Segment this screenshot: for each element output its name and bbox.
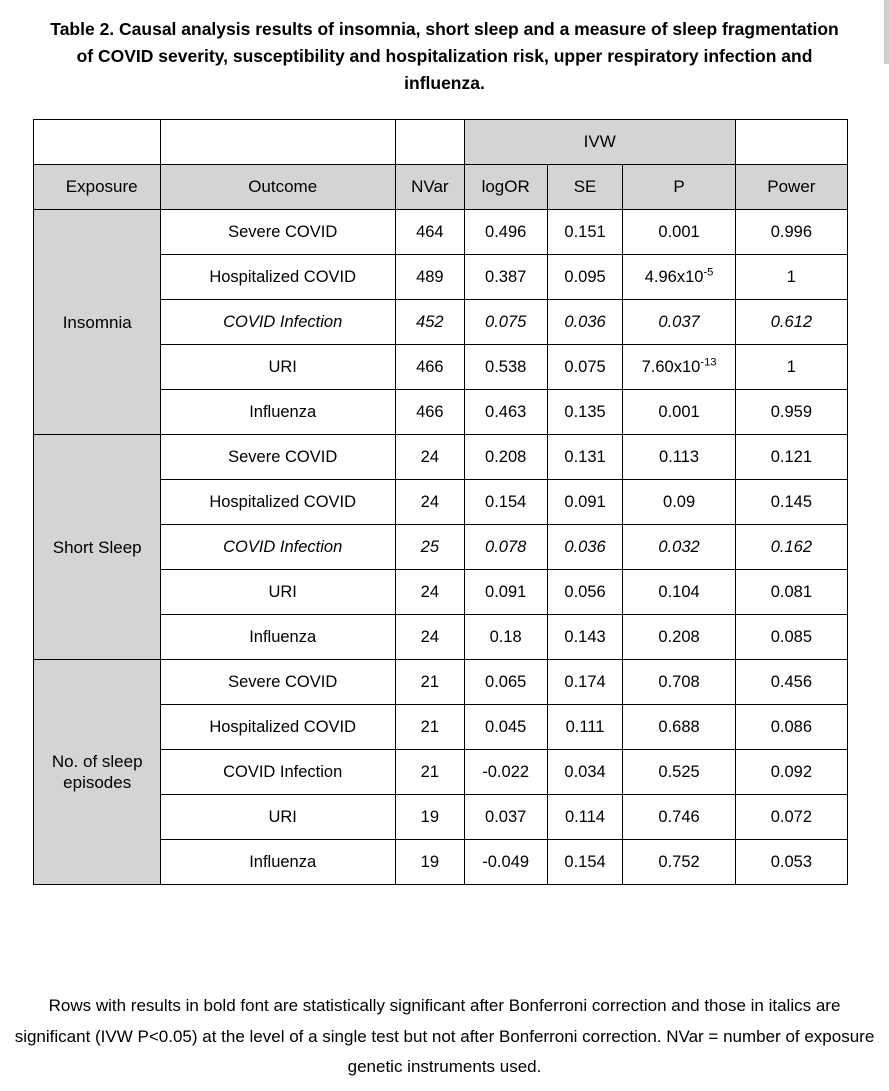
cell-power: 0.996: [735, 210, 847, 255]
cell-outcome: Hospitalized COVID: [161, 255, 396, 300]
cell-p: 0.104: [623, 570, 735, 615]
column-header-exposure: Exposure: [34, 165, 161, 210]
cell-se: 0.034: [547, 750, 623, 795]
column-header-outcome: Outcome: [161, 165, 396, 210]
blank-cell-nvar: [395, 120, 464, 165]
cell-se: 0.075: [547, 345, 623, 390]
blank-cell-exposure: [34, 120, 161, 165]
column-header-power: Power: [735, 165, 847, 210]
cell-power: 1: [735, 255, 847, 300]
cell-p: 0.001: [623, 390, 735, 435]
cell-outcome: Hospitalized COVID: [161, 480, 396, 525]
cell-nvar: 466: [395, 390, 464, 435]
cell-logor: 0.154: [464, 480, 547, 525]
cell-se: 0.151: [547, 210, 623, 255]
cell-outcome: URI: [161, 795, 396, 840]
cell-nvar: 21: [395, 705, 464, 750]
table-header-row-columns: [34, 165, 848, 210]
cell-logor: 0.078: [464, 525, 547, 570]
cell-p: 0.688: [623, 705, 735, 750]
cell-se: 0.111: [547, 705, 623, 750]
cell-se: 0.174: [547, 660, 623, 705]
cell-power: 0.121: [735, 435, 847, 480]
cell-outcome: Severe COVID: [161, 660, 396, 705]
cell-logor: 0.208: [464, 435, 547, 480]
cell-power: 0.085: [735, 615, 847, 660]
blank-cell-power: [735, 120, 847, 165]
exposure-label: Short Sleep: [34, 435, 161, 660]
cell-outcome: COVID Infection: [161, 750, 396, 795]
cell-se: 0.135: [547, 390, 623, 435]
cell-se: 0.095: [547, 255, 623, 300]
cell-se: 0.091: [547, 480, 623, 525]
cell-logor: -0.049: [464, 840, 547, 885]
cell-outcome: Influenza: [161, 615, 396, 660]
table-container: [33, 119, 859, 885]
cell-power: 0.053: [735, 840, 847, 885]
cell-logor: 0.075: [464, 300, 547, 345]
cell-logor: 0.18: [464, 615, 547, 660]
cell-se: 0.036: [547, 525, 623, 570]
cell-p: 0.746: [623, 795, 735, 840]
cell-power: 0.081: [735, 570, 847, 615]
cell-p: 0.525: [623, 750, 735, 795]
column-header-logor: logOR: [464, 165, 547, 210]
cell-p: $4.96x10^{-5}$: [623, 255, 735, 300]
cell-outcome: Influenza: [161, 390, 396, 435]
cell-se: 0.036: [547, 300, 623, 345]
column-header-p: P: [623, 165, 735, 210]
cell-se: 0.154: [547, 840, 623, 885]
cell-power: 0.612: [735, 300, 847, 345]
cell-power: 0.092: [735, 750, 847, 795]
scrollbar[interactable]: [884, 0, 889, 64]
cell-se: 0.131: [547, 435, 623, 480]
results-table: [33, 119, 848, 885]
cell-se: 0.056: [547, 570, 623, 615]
exposure-label: Insomnia: [34, 210, 161, 435]
exposure-label: No. of sleep episodes: [34, 660, 161, 885]
cell-p: 0.208: [623, 615, 735, 660]
cell-p: 0.001: [623, 210, 735, 255]
cell-p: 0.037: [623, 300, 735, 345]
cell-power: 0.959: [735, 390, 847, 435]
column-header-nvar: NVar: [395, 165, 464, 210]
cell-power: 0.145: [735, 480, 847, 525]
cell-nvar: 19: [395, 840, 464, 885]
table-row: [34, 210, 848, 255]
cell-p: 0.708: [623, 660, 735, 705]
cell-logor: -0.022: [464, 750, 547, 795]
cell-nvar: 24: [395, 570, 464, 615]
cell-se: 0.143: [547, 615, 623, 660]
cell-power: 0.072: [735, 795, 847, 840]
cell-nvar: 24: [395, 615, 464, 660]
cell-p: 0.09: [623, 480, 735, 525]
cell-logor: 0.091: [464, 570, 547, 615]
cell-p: $7.60x10^{-13}$: [623, 345, 735, 390]
cell-se: 0.114: [547, 795, 623, 840]
cell-nvar: 21: [395, 750, 464, 795]
group-header-ivw: IVW: [464, 120, 735, 165]
cell-power: 0.086: [735, 705, 847, 750]
table-footnote: Rows with results in bold font are statistically significant after Bonferroni correction and those in italics are significant (IVW P<0.05) at the level of a single test but not after Bonferroni correction. NVar = number of exposure genetic instruments used.: [14, 996, 875, 1077]
cell-power: 1: [735, 345, 847, 390]
cell-p: 0.113: [623, 435, 735, 480]
cell-outcome: URI: [161, 345, 396, 390]
cell-nvar: 24: [395, 435, 464, 480]
cell-nvar: 452: [395, 300, 464, 345]
cell-logor: 0.538: [464, 345, 547, 390]
cell-logor: 0.065: [464, 660, 547, 705]
cell-outcome: Severe COVID: [161, 435, 396, 480]
cell-logor: 0.387: [464, 255, 547, 300]
cell-logor: 0.045: [464, 705, 547, 750]
column-header-se: SE: [547, 165, 623, 210]
cell-nvar: 466: [395, 345, 464, 390]
cell-power: 0.456: [735, 660, 847, 705]
cell-nvar: 489: [395, 255, 464, 300]
cell-outcome: Severe COVID: [161, 210, 396, 255]
cell-logor: 0.037: [464, 795, 547, 840]
cell-outcome: Hospitalized COVID: [161, 705, 396, 750]
table-header-row-group: [34, 120, 848, 165]
cell-logor: 0.463: [464, 390, 547, 435]
cell-outcome: COVID Infection: [161, 300, 396, 345]
cell-outcome: COVID Infection: [161, 525, 396, 570]
cell-power: 0.162: [735, 525, 847, 570]
cell-nvar: 19: [395, 795, 464, 840]
blank-cell-outcome: [161, 120, 396, 165]
table-row: [34, 435, 848, 480]
cell-nvar: 25: [395, 525, 464, 570]
cell-outcome: Influenza: [161, 840, 396, 885]
cell-nvar: 21: [395, 660, 464, 705]
table-row: [34, 660, 848, 705]
table-caption: Table 2. Causal analysis results of insomnia, short sleep and a measure of sleep fragmentation of COVID severity, susceptibility and hospitalization risk, upper respiratory infection and influenza.: [50, 19, 839, 94]
cell-outcome: URI: [161, 570, 396, 615]
cell-p: 0.752: [623, 840, 735, 885]
cell-p: 0.032: [623, 525, 735, 570]
cell-nvar: 24: [395, 480, 464, 525]
cell-logor: 0.496: [464, 210, 547, 255]
cell-nvar: 464: [395, 210, 464, 255]
